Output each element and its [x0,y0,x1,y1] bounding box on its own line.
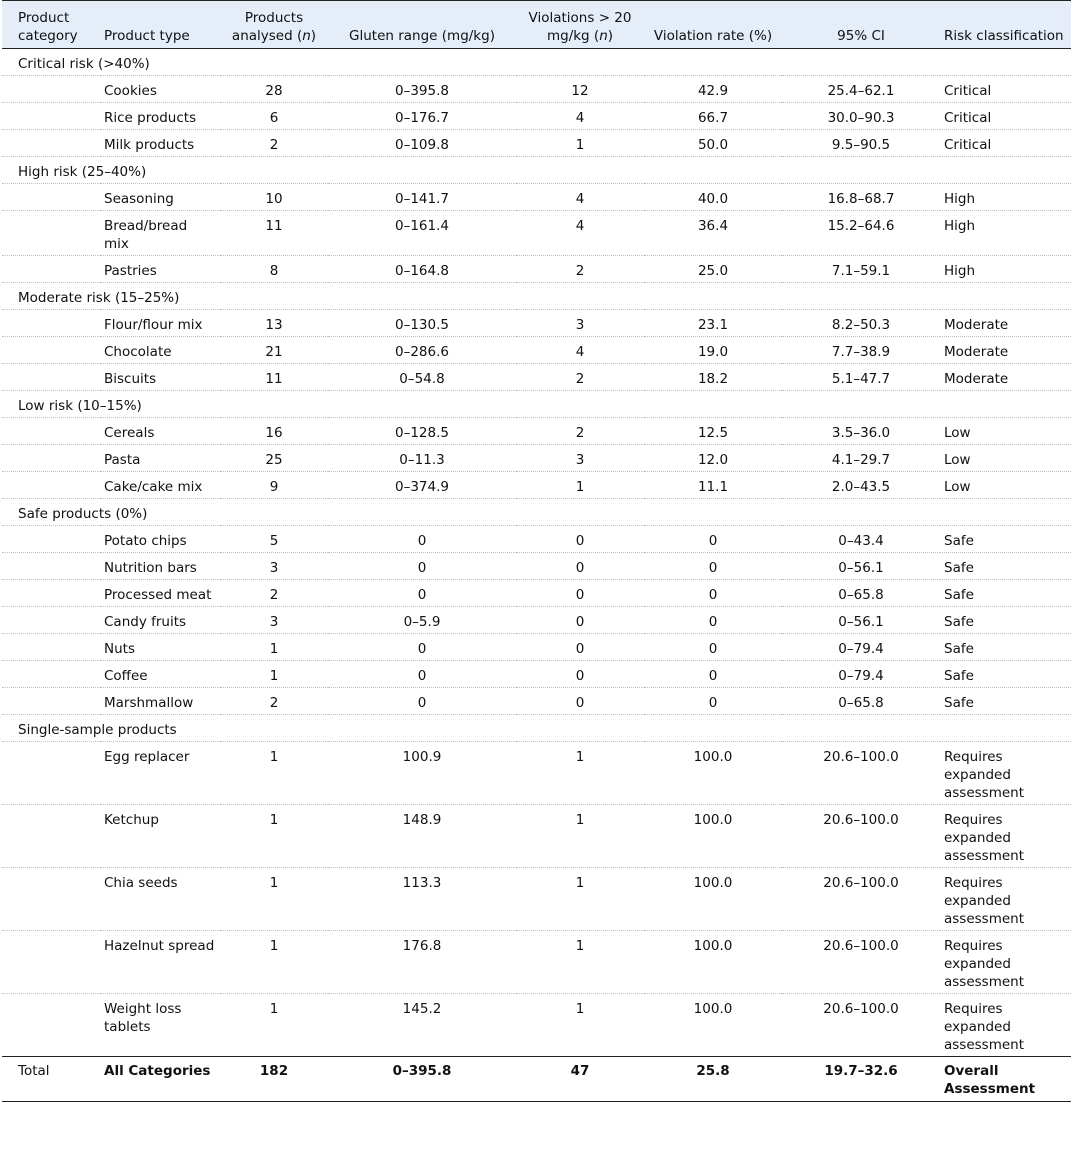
header-violation-rate: Violation rate (%) [644,1,782,49]
gluten-range-cell: 0–161.4 [328,211,516,256]
gluten-range-cell: 0 [328,634,516,661]
violations-cell: 4 [516,211,644,256]
empty-cell [2,805,100,868]
product-type-cell: Egg replacer [100,742,220,805]
gluten-range-cell: 0 [328,661,516,688]
category-label: Single-sample products [2,715,1071,742]
products-analysed-cell: 1 [220,931,328,994]
product-type-cell: Weight loss tablets [100,994,220,1057]
ci-cell: 20.6–100.0 [782,742,940,805]
ci-cell: 9.5–90.5 [782,130,940,157]
ci-cell: 5.1–47.7 [782,364,940,391]
products-analysed-cell: 1 [220,742,328,805]
products-analysed-cell: 9 [220,472,328,499]
gluten-range-cell: 176.8 [328,931,516,994]
empty-cell [2,256,100,283]
ci-cell: 0–65.8 [782,580,940,607]
gluten-range-cell: 145.2 [328,994,516,1057]
empty-cell [2,103,100,130]
gluten-range-cell: 0–395.8 [328,76,516,103]
ci-cell: 0–43.4 [782,526,940,553]
header-risk-classification: Risk classification [940,1,1071,49]
violation-rate-cell: 42.9 [644,76,782,103]
violations-cell: 0 [516,661,644,688]
table-row [2,130,1071,157]
gluten-range-cell: 0–374.9 [328,472,516,499]
table-row [2,256,1071,283]
violation-rate-cell: 100.0 [644,868,782,931]
table-row [2,418,1071,445]
product-type-cell: Seasoning [100,184,220,211]
violation-rate-cell: 18.2 [644,364,782,391]
product-type-cell: Chocolate [100,337,220,364]
violation-rate-cell: 100.0 [644,994,782,1057]
header-product-category: Product category [2,1,100,49]
violations-cell: 2 [516,418,644,445]
empty-cell [2,184,100,211]
ci-cell: 7.7–38.9 [782,337,940,364]
gluten-range-cell: 0–109.8 [328,130,516,157]
ci-cell: 20.6–100.0 [782,994,940,1057]
gluten-range-cell: 113.3 [328,868,516,931]
violations-cell: 3 [516,445,644,472]
gluten-range-cell: 0 [328,553,516,580]
empty-cell [2,310,100,337]
ci-cell: 4.1–29.7 [782,445,940,472]
product-type-cell: Bread/bread mix [100,211,220,256]
violation-rate-cell: 0 [644,580,782,607]
ci-cell: 25.4–62.1 [782,76,940,103]
ci-cell: 20.6–100.0 [782,805,940,868]
violations-cell: 0 [516,634,644,661]
table-row [2,868,1071,931]
total-row [2,1057,1071,1102]
gluten-range-cell: 0–130.5 [328,310,516,337]
risk-classification-cell: Critical [940,130,1071,157]
empty-cell [2,526,100,553]
violations-cell: 1 [516,130,644,157]
risk-classification-cell: High [940,211,1071,256]
violation-rate-cell: 0 [644,688,782,715]
total-ci-cell: 19.7–32.6 [782,1057,940,1102]
total-range-cell: 0–395.8 [328,1057,516,1102]
products-analysed-cell: 1 [220,805,328,868]
product-type-cell: Rice products [100,103,220,130]
violations-cell: 1 [516,472,644,499]
product-type-cell: Nutrition bars [100,553,220,580]
violations-cell: 2 [516,364,644,391]
ci-cell: 2.0–43.5 [782,472,940,499]
products-analysed-cell: 3 [220,553,328,580]
table-row [2,103,1071,130]
empty-cell [2,931,100,994]
category-row [2,283,1071,310]
header-products-analysed: Products analysed (n) [220,1,328,49]
category-label: High risk (25–40%) [2,157,1071,184]
products-analysed-cell: 1 [220,634,328,661]
products-analysed-cell: 2 [220,130,328,157]
gluten-range-cell: 0–11.3 [328,445,516,472]
violation-rate-cell: 12.5 [644,418,782,445]
total-rate-cell: 25.8 [644,1057,782,1102]
table-body [2,49,1071,1102]
product-type-cell: Nuts [100,634,220,661]
ci-cell: 0–65.8 [782,688,940,715]
table-row [2,526,1071,553]
risk-classification-cell: Requires expanded assessment [940,805,1071,868]
risk-classification-cell: Requires expanded assessment [940,994,1071,1057]
total-products-cell: 182 [220,1057,328,1102]
violations-cell: 1 [516,868,644,931]
product-type-cell: Biscuits [100,364,220,391]
violations-cell: 1 [516,742,644,805]
category-label: Safe products (0%) [2,499,1071,526]
product-type-cell: Candy fruits [100,607,220,634]
empty-cell [2,607,100,634]
ci-cell: 15.2–64.6 [782,211,940,256]
ci-cell: 0–79.4 [782,634,940,661]
products-analysed-cell: 1 [220,994,328,1057]
products-analysed-cell: 16 [220,418,328,445]
ci-cell: 0–56.1 [782,553,940,580]
risk-classification-cell: Moderate [940,310,1071,337]
empty-cell [2,580,100,607]
table-row [2,661,1071,688]
violations-cell: 2 [516,256,644,283]
gluten-range-cell: 0–5.9 [328,607,516,634]
violation-rate-cell: 40.0 [644,184,782,211]
header-gluten-range: Gluten range (mg/kg) [328,1,516,49]
category-row [2,499,1071,526]
gluten-range-cell: 0–164.8 [328,256,516,283]
violation-rate-cell: 50.0 [644,130,782,157]
violations-cell: 12 [516,76,644,103]
header-violations: Violations > 20 mg/kg (n) [516,1,644,49]
risk-classification-cell: Critical [940,76,1071,103]
products-analysed-cell: 21 [220,337,328,364]
table-header [2,1,1071,49]
gluten-range-cell: 0 [328,688,516,715]
products-analysed-cell: 8 [220,256,328,283]
violation-rate-cell: 25.0 [644,256,782,283]
violation-rate-cell: 12.0 [644,445,782,472]
table-row [2,445,1071,472]
products-analysed-cell: 2 [220,688,328,715]
violation-rate-cell: 11.1 [644,472,782,499]
empty-cell [2,364,100,391]
violation-rate-cell: 23.1 [644,310,782,337]
risk-classification-cell: Requires expanded assessment [940,931,1071,994]
table-row [2,184,1071,211]
products-analysed-cell: 11 [220,211,328,256]
table-row [2,211,1071,256]
gluten-range-cell: 0–128.5 [328,418,516,445]
violations-cell: 1 [516,931,644,994]
category-label: Low risk (10–15%) [2,391,1071,418]
ci-cell: 16.8–68.7 [782,184,940,211]
product-type-cell: Cookies [100,76,220,103]
products-analysed-cell: 6 [220,103,328,130]
header-product-type: Product type [100,1,220,49]
empty-cell [2,868,100,931]
violations-cell: 0 [516,553,644,580]
ci-cell: 20.6–100.0 [782,931,940,994]
risk-classification-cell: Safe [940,526,1071,553]
risk-classification-cell: Safe [940,553,1071,580]
violations-cell: 0 [516,580,644,607]
table-row [2,931,1071,994]
category-label: Critical risk (>40%) [2,49,1071,76]
gluten-range-cell: 0–176.7 [328,103,516,130]
ci-cell: 3.5–36.0 [782,418,940,445]
products-analysed-cell: 1 [220,868,328,931]
empty-cell [2,661,100,688]
empty-cell [2,688,100,715]
violations-cell: 1 [516,994,644,1057]
risk-classification-cell: Safe [940,661,1071,688]
gluten-range-cell: 148.9 [328,805,516,868]
products-analysed-cell: 28 [220,76,328,103]
gluten-range-cell: 100.9 [328,742,516,805]
category-label: Moderate risk (15–25%) [2,283,1071,310]
risk-classification-cell: Safe [940,580,1071,607]
violation-rate-cell: 0 [644,553,782,580]
risk-classification-cell: Safe [940,688,1071,715]
product-type-cell: Potato chips [100,526,220,553]
product-type-cell: Marshmallow [100,688,220,715]
violations-cell: 1 [516,805,644,868]
table-row [2,607,1071,634]
table-row [2,364,1071,391]
risk-classification-cell: Safe [940,607,1071,634]
category-row [2,715,1071,742]
violations-cell: 0 [516,688,644,715]
ci-cell: 30.0–90.3 [782,103,940,130]
risk-classification-cell: Critical [940,103,1071,130]
violation-rate-cell: 100.0 [644,742,782,805]
header-ci: 95% CI [782,1,940,49]
products-analysed-cell: 25 [220,445,328,472]
products-analysed-cell: 13 [220,310,328,337]
gluten-range-cell: 0–286.6 [328,337,516,364]
empty-cell [2,553,100,580]
risk-classification-cell: Low [940,472,1071,499]
product-type-cell: Ketchup [100,805,220,868]
product-type-cell: Processed meat [100,580,220,607]
empty-cell [2,994,100,1057]
empty-cell [2,634,100,661]
violations-cell: 3 [516,310,644,337]
products-analysed-cell: 11 [220,364,328,391]
category-row [2,49,1071,76]
empty-cell [2,742,100,805]
category-row [2,391,1071,418]
products-analysed-cell: 10 [220,184,328,211]
products-analysed-cell: 5 [220,526,328,553]
empty-cell [2,337,100,364]
empty-cell [2,418,100,445]
gluten-violation-table [2,0,1071,1102]
violations-cell: 4 [516,103,644,130]
gluten-range-cell: 0 [328,580,516,607]
ci-cell: 20.6–100.0 [782,868,940,931]
violation-rate-cell: 36.4 [644,211,782,256]
product-type-cell: Pasta [100,445,220,472]
table-row [2,553,1071,580]
total-type-cell: All Categories [100,1057,220,1102]
product-type-cell: Cake/cake mix [100,472,220,499]
products-analysed-cell: 2 [220,580,328,607]
violation-rate-cell: 19.0 [644,337,782,364]
category-row [2,157,1071,184]
violations-cell: 0 [516,607,644,634]
product-type-cell: Hazelnut spread [100,931,220,994]
risk-classification-cell: Requires expanded assessment [940,742,1071,805]
violations-cell: 4 [516,184,644,211]
risk-classification-cell: High [940,256,1071,283]
table-row [2,310,1071,337]
product-type-cell: Coffee [100,661,220,688]
violation-rate-cell: 100.0 [644,931,782,994]
violation-rate-cell: 100.0 [644,805,782,868]
empty-cell [2,211,100,256]
violations-cell: 0 [516,526,644,553]
empty-cell [2,76,100,103]
risk-classification-cell: Requires expanded assessment [940,868,1071,931]
product-type-cell: Milk products [100,130,220,157]
risk-classification-cell: Moderate [940,364,1071,391]
total-label: Total [2,1057,100,1102]
gluten-range-cell: 0 [328,526,516,553]
violation-rate-cell: 66.7 [644,103,782,130]
table-row [2,805,1071,868]
empty-cell [2,472,100,499]
total-classification-cell: Overall Assessment [940,1057,1071,1102]
ci-cell: 7.1–59.1 [782,256,940,283]
risk-classification-cell: Low [940,445,1071,472]
violations-cell: 4 [516,337,644,364]
violation-rate-cell: 0 [644,634,782,661]
risk-classification-cell: Safe [940,634,1071,661]
total-violations-cell: 47 [516,1057,644,1102]
product-type-cell: Pastries [100,256,220,283]
violation-rate-cell: 0 [644,526,782,553]
gluten-range-cell: 0–54.8 [328,364,516,391]
table-row [2,994,1071,1057]
ci-cell: 0–56.1 [782,607,940,634]
table-row [2,688,1071,715]
products-analysed-cell: 3 [220,607,328,634]
table-row [2,76,1071,103]
empty-cell [2,130,100,157]
risk-classification-cell: Moderate [940,337,1071,364]
product-type-cell: Cereals [100,418,220,445]
table-row [2,337,1071,364]
violation-rate-cell: 0 [644,607,782,634]
table-row [2,742,1071,805]
risk-classification-cell: High [940,184,1071,211]
risk-classification-cell: Low [940,418,1071,445]
gluten-range-cell: 0–141.7 [328,184,516,211]
products-analysed-cell: 1 [220,661,328,688]
ci-cell: 8.2–50.3 [782,310,940,337]
product-type-cell: Chia seeds [100,868,220,931]
violation-rate-cell: 0 [644,661,782,688]
empty-cell [2,445,100,472]
product-type-cell: Flour/flour mix [100,310,220,337]
table-row [2,580,1071,607]
table-row [2,472,1071,499]
table-row [2,634,1071,661]
ci-cell: 0–79.4 [782,661,940,688]
